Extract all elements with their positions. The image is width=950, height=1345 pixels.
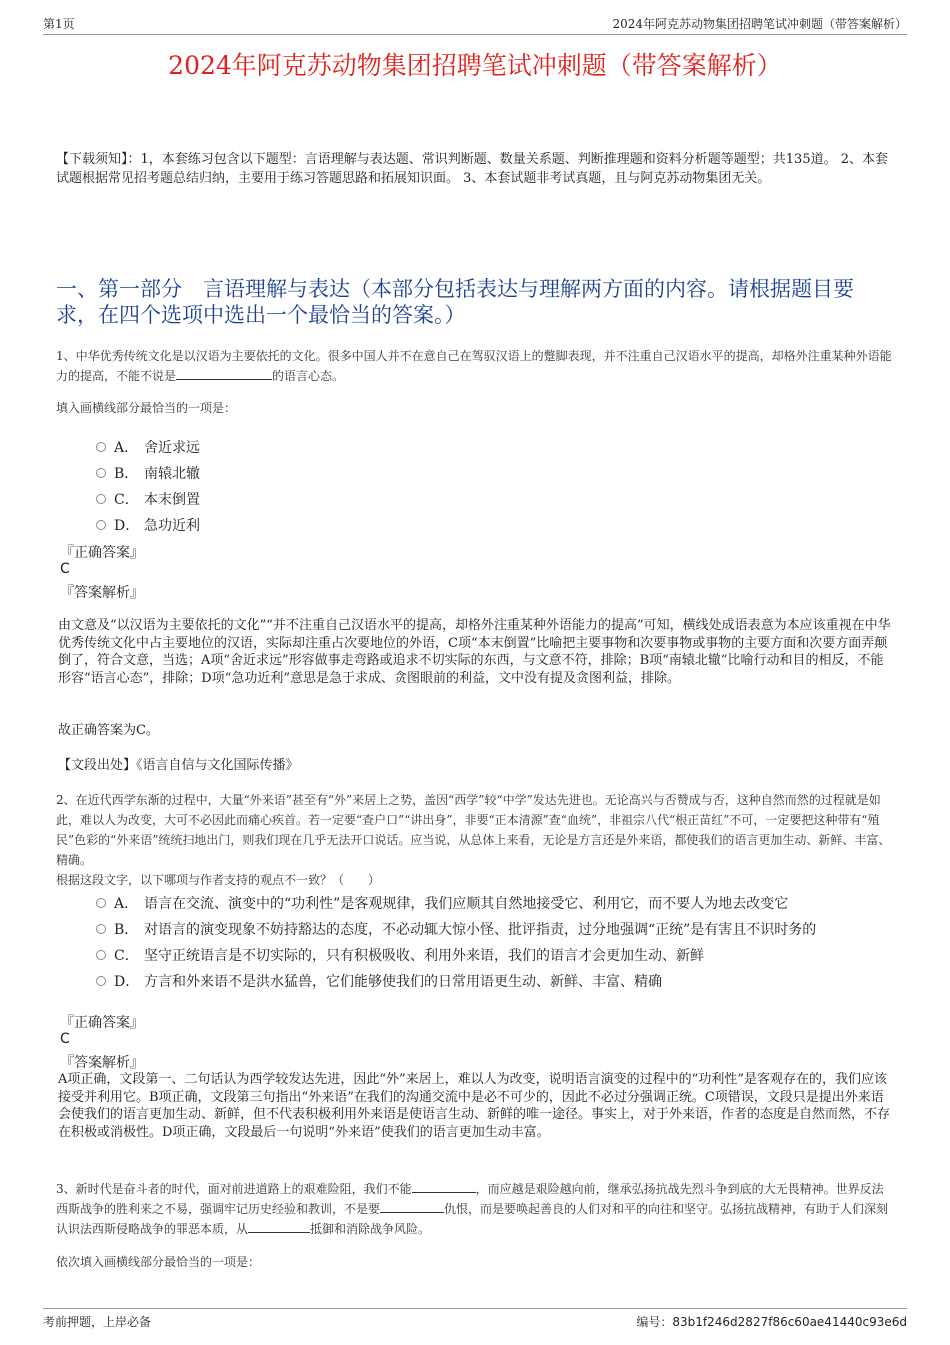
document-title: 2024年阿克苏动物集团招聘笔试冲刺题（带答案解析） xyxy=(168,51,782,80)
answer-blank xyxy=(412,1180,476,1193)
question-3-prompt: 依次填入画横线部分最恰当的一项是： xyxy=(56,1255,261,1269)
q2-option-a[interactable]: A． 语言在交流、演变中的“功利性”是客观规律，我们应顺其自然地接受它、利用它，而不要人为地去改变它 xyxy=(96,893,788,913)
q2-answer-label: 『正确答案』 xyxy=(60,1015,144,1031)
answer-blank xyxy=(380,1200,444,1213)
q1-analysis: 由文意及“以汉语为主要依托的文化”“并不注重自己汉语水平的提高，却格外注重某种外语能力的提高”可知，横线处成语表意为本应该重视在中华优秀传统文化中占主要地位的汉语，实际却注重占次要地位的外语，C项“本末倒置”比喻把主要事物和次要事物或事物的主要方面和次要方面弄颠倒了，符合文意，当选；A项“舍近求远”形容做事走弯路或追求不切实际的东西，与文意不符，排除；B项“南辕北辙”比喻行动和目的相反，不能形容“语言心态”，排除；D项“急功近利”意思是急于求成、贪图眼前的利益，文中没有提及贪图利益，排除。 xyxy=(58,618,891,686)
q2-option-c[interactable]: C． 坚守正统语言是不切实际的，只有积极吸收、利用外来语，我们的语言才会更加生动、新鲜 xyxy=(96,945,704,965)
q1-source: 【文段出处】《语言自信与文化国际传播》 xyxy=(58,758,299,773)
q2-analysis-label: 『答案解析』 xyxy=(60,1055,144,1071)
page-number: 第1页 xyxy=(43,17,75,31)
question-3-text: 3、新时代是奋斗者的时代，面对前进道路上的艰难险阻，我们不能 ，而应越是艰险越向前，继承弘扬抗战先烈斗争到底的大无畏精神。世界反法西斯战争的胜利来之不易，强调牢记历史经验和教训，不是要 仇恨，而是要唤起善良的人们对和平的向往和坚守。弘扬抗战精神，有助于人们深刻认识法西斯侵略战争的罪恶本质，从 抵御和消除战争风险。 xyxy=(56,1182,889,1236)
q2-option-d[interactable]: D． 方言和外来语不是洪水猛兽，它们能够使我们的日常用语更生动、新鲜、丰富、精确 xyxy=(96,971,662,991)
q1-option-b[interactable]: B． 南辕北辙 xyxy=(96,463,200,483)
question-2-text: 2、在近代西学东渐的过程中，大量“外来语”甚至有“外”来居上之势，盖因“西学”较“中学”发达先进也。无论高兴与否赞成与否，这种自然而然的过程就是如此，难以人为改变，大可不必因此而痛心疾首。若一定要“查户口”“讲出身”，非要“正本清源”查“血统”，非祖宗八代“根正苗红”不可，一定要把这种带有“殖民”色彩的“外来语”统统扫地出门，则我们现在几乎无法开口说话。应当说，从总体上来看，无论是方言还是外来语，都使我们的语言更加生动、新鲜、丰富、精确。 xyxy=(56,793,891,867)
page-footer xyxy=(43,1308,907,1330)
radio-icon[interactable] xyxy=(96,898,106,908)
radio-icon[interactable] xyxy=(96,976,106,986)
question-1-prompt: 填入画横线部分最恰当的一项是： xyxy=(56,401,237,415)
radio-icon[interactable] xyxy=(96,468,106,478)
download-notice: 【下载须知】：1，本套练习包含以下题型：言语理解与表达题、常识判断题、数量关系题、判断推理题和资料分析题等题型；共135道。 2、本套试题根据常见招考题总结归纳，主要用于练习答题思路和拓展知识面。 3、本套试题非考试真题，且与阿克苏动物集团无关。 xyxy=(56,152,888,186)
q1-conclusion: 故正确答案为C。 xyxy=(58,723,159,738)
answer-blank xyxy=(176,367,272,380)
footer-slogan: 考前押题，上岸必备 xyxy=(43,1315,152,1329)
answer-blank xyxy=(248,1220,310,1233)
header-doc-title: 2024年阿克苏动物集团招聘笔试冲刺题（带答案解析） xyxy=(612,17,907,31)
footer-code-block: 编号：83b1f246d2827f86c60ae41440c93e6d xyxy=(636,1315,907,1329)
radio-icon[interactable] xyxy=(96,924,106,934)
q1-option-d[interactable]: D． 急功近利 xyxy=(96,515,200,535)
q2-option-b[interactable]: B． 对语言的演变现象不妨持豁达的态度，不必动辄大惊小怪、批评指责，过分地强调“正统”是有害且不识时务的 xyxy=(96,919,816,939)
q1-answer: C xyxy=(60,561,70,577)
document-code: 83b1f246d2827f86c60ae41440c93e6d xyxy=(672,1315,907,1329)
radio-icon[interactable] xyxy=(96,950,106,960)
radio-icon[interactable] xyxy=(96,494,106,504)
section-heading: 一、第一部分 言语理解与表达（本部分包括表达与理解两方面的内容。请根据题目要求，在四个选项中选出一个最恰当的答案。） xyxy=(56,277,854,327)
question-2-prompt: 根据这段文字，以下哪项与作者支持的观点不一致？（ ） xyxy=(56,873,381,887)
q1-answer-label: 『正确答案』 xyxy=(60,545,144,561)
page-header xyxy=(43,10,907,35)
q2-analysis: A项正确，文段第一、二句话认为西学较发达先进，因此“外”来居上，难以人为改变，说明语言演变的过程中的“功利性”是客观存在的，我们应该接受并利用它。B项正确，文段第三句指出“外来语”在我们的沟通交流中是必不可少的，因此不必过分强调正统。C项错误，文段只是提出外来语会使我们的语言更加生动、新鲜，但不代表积极利用外来语是使语言生动、新鲜的唯一途径。事实上，对于外来语，作者的态度是自然而然，不存在积极或消极性。D项正确，文段最后一句说明“外来语”使我们的语言更加生动丰富。 xyxy=(58,1072,891,1140)
q1-option-c[interactable]: C． 本末倒置 xyxy=(96,489,200,509)
q1-option-a[interactable]: A． 舍近求远 xyxy=(96,437,200,457)
radio-icon[interactable] xyxy=(96,442,106,452)
question-1-text: 1、中华优秀传统文化是以汉语为主要依托的文化。很多中国人并不在意自己在驾驭汉语上的蹩脚表现，并不注重自己汉语水平的提高，却格外注重某种外语能力的提高，不能不说是 的语言心态。 xyxy=(56,349,892,383)
q1-analysis-label: 『答案解析』 xyxy=(60,585,144,601)
q2-answer: C xyxy=(60,1031,70,1047)
radio-icon[interactable] xyxy=(96,520,106,530)
